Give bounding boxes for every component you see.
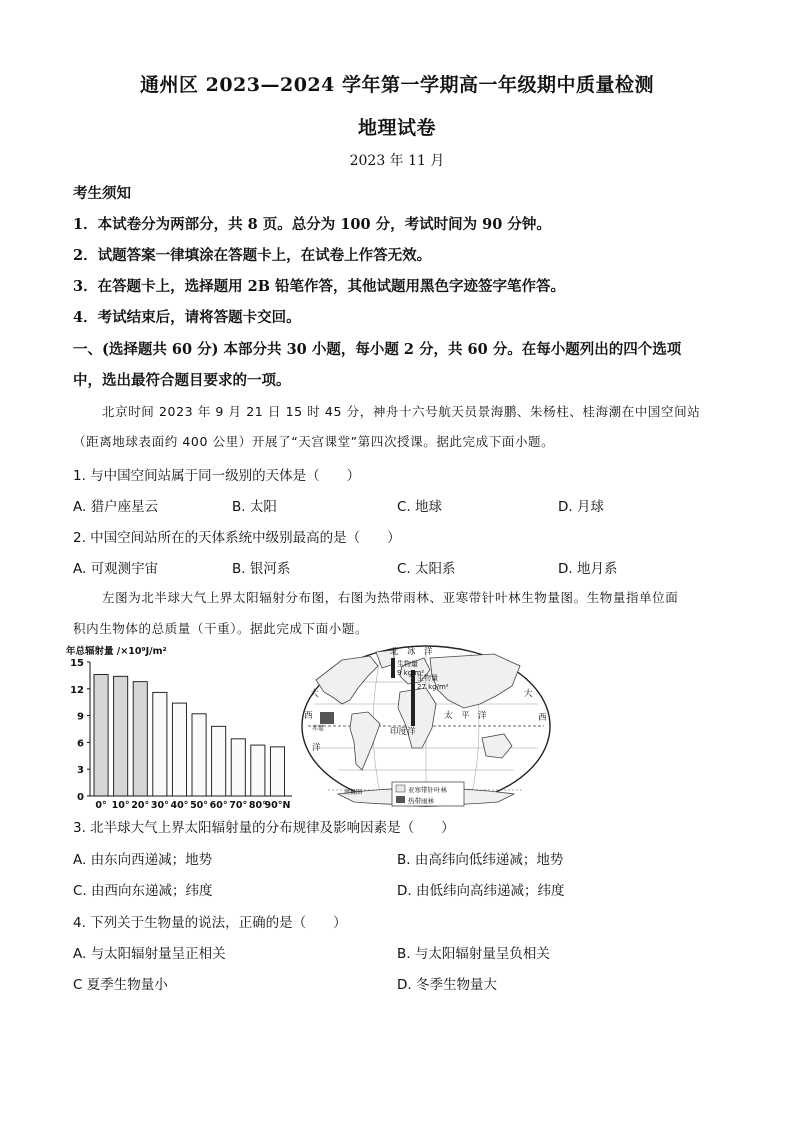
passage-text: （距离地球表面约 400 公里）开展了“天宫课堂”第四次授课。据此完成下面小题。	[73, 434, 555, 449]
east-label-2: 西	[538, 713, 547, 723]
tropical-biomass-bar	[411, 670, 415, 726]
notice-heading: 考生须知	[73, 185, 131, 202]
x-tick-label: 70°	[229, 800, 248, 810]
equator-label: 赤道	[312, 725, 325, 732]
option-b: B. 由高纬向低纬递减；地势	[397, 852, 564, 868]
east-label-1: 大	[524, 689, 533, 699]
legend-boreal: 亚寒带针叶林	[408, 786, 447, 794]
option-a: A. 与太阳辐射量呈正相关	[73, 946, 226, 962]
bar	[114, 676, 128, 796]
option-b: B. 银河系	[232, 561, 291, 577]
notice-item: 4．考试结束后，请将答题卡交回。	[73, 309, 301, 326]
y-tick-label: 12	[70, 684, 84, 696]
option-d: D. 冬季生物量大	[397, 977, 497, 993]
pacific-label: 太 平 洋	[444, 711, 487, 721]
notice-item: 2．试题答案一律填涂在答题卡上，在试卷上作答无效。	[73, 247, 432, 264]
y-tick-label: 9	[77, 711, 84, 723]
biomass-world-map	[298, 642, 558, 810]
atlantic-label-1: 大	[310, 689, 319, 699]
option-d: D. 月球	[558, 499, 604, 515]
map-legend	[392, 782, 464, 806]
subject-title: 地理试卷	[357, 117, 436, 139]
exam-title: 通州区 2023—2024 学年第一学期高一年级期中质量检测	[140, 74, 654, 96]
x-tick-label: 40°	[170, 800, 189, 810]
indian-label: 印度洋	[390, 727, 416, 737]
boreal-bar-value: 9 kg/m²	[397, 669, 425, 677]
question-stem: 1. 与中国空间站属于同一级别的天体是（ ）	[73, 468, 361, 484]
bar	[212, 726, 226, 796]
x-tick-label: 0°	[95, 800, 107, 810]
passage-text: 左图为北半球大气上界太阳辐射分布图，右图为热带雨林、亚寒带针叶林生物量图。生物量指单位面	[102, 590, 679, 605]
bar	[153, 692, 167, 796]
tropical-bar-value: 27 kg/m²	[417, 683, 449, 691]
question-stem: 4. 下列关于生物量的说法，正确的是（ ）	[73, 915, 347, 931]
option-d: D. 地月系	[558, 561, 618, 577]
option-a: A. 由东向西递减；地势	[73, 852, 213, 868]
y-tick-label: 0	[77, 792, 84, 803]
passage-text: 北京时间 2023 年 9 月 21 日 15 时 45 分，神舟十六号航天员景海鹏、朱杨柱、桂海潮在中国空间站	[102, 404, 701, 419]
option-a: A. 可观测宇宙	[73, 561, 159, 577]
y-tick-label: 15	[70, 658, 84, 669]
legend-tropical: 热带雨林	[408, 797, 434, 805]
question-stem: 3. 北半球大气上界太阳辐射量的分布规律及影响因素是（ ）	[73, 820, 455, 836]
bar	[94, 675, 108, 796]
x-tick-label: 30°	[150, 800, 169, 810]
arctic-label: 北 冰 洋	[390, 647, 433, 657]
bar	[133, 682, 147, 796]
bar	[192, 714, 206, 796]
bar	[172, 703, 186, 796]
bar	[231, 739, 245, 796]
y-tick-label: 6	[77, 738, 84, 750]
x-tick-label: 60°	[209, 800, 228, 810]
atlantic-label-2: 西	[304, 711, 313, 721]
antarctic-circle-label: 南极圈	[344, 789, 363, 796]
passage-text: 积内生物体的总质量（干重）。据此完成下面小题。	[73, 621, 369, 636]
x-tick-label: 10°	[111, 800, 130, 810]
tropical-bar-label: 生物量	[417, 674, 438, 682]
option-c: C. 太阳系	[397, 561, 456, 577]
option-b: B. 与太阳辐射量呈负相关	[397, 946, 550, 962]
x-tick-label: 90°N	[264, 800, 291, 810]
atlantic-label-3: 洋	[312, 743, 321, 753]
boreal-biomass-bar	[391, 658, 395, 678]
option-b: B. 太阳	[232, 499, 277, 515]
option-c: C 夏季生物量小	[73, 977, 168, 993]
chart-ylabel: 年总辐射量 /×10⁹J/m²	[66, 646, 167, 657]
notice-item: 3．在答题卡上，选择题用 2B 铅笔作答，其他试题用黑色字迹签字笔作答。	[73, 278, 566, 295]
section-heading: 一、(选择题共 60 分) 本部分共 30 小题，每小题 2 分，共 60 分。在每小题列出的四个选项	[73, 341, 682, 358]
bar	[251, 745, 265, 796]
boreal-bar-label: 生物量	[397, 660, 418, 668]
option-a: A. 猎户座星云	[73, 499, 159, 515]
radiation-bar-chart	[60, 642, 300, 810]
x-tick-label: 20°	[131, 800, 150, 810]
notice-item: 1．本试卷分为两部分，共 8 页。总分为 100 分，考试时间为 90 分钟。	[73, 216, 551, 233]
option-d: D. 由低纬向高纬递减；纬度	[397, 883, 565, 899]
x-tick-label: 80°	[248, 800, 267, 810]
x-tick-label: 50°	[190, 800, 209, 810]
option-c: C. 地球	[397, 499, 443, 515]
exam-date: 2023 年 11 月	[349, 153, 445, 169]
question-stem: 2. 中国空间站所在的天体系统中级别最高的是（ ）	[73, 530, 401, 546]
y-tick-label: 3	[77, 765, 84, 777]
bar	[270, 747, 284, 796]
rainforest-patch	[320, 712, 334, 724]
section-heading-cont: 中，选出最符合题目要求的一项。	[73, 372, 291, 389]
option-c: C. 由西向东递减；纬度	[73, 883, 213, 899]
